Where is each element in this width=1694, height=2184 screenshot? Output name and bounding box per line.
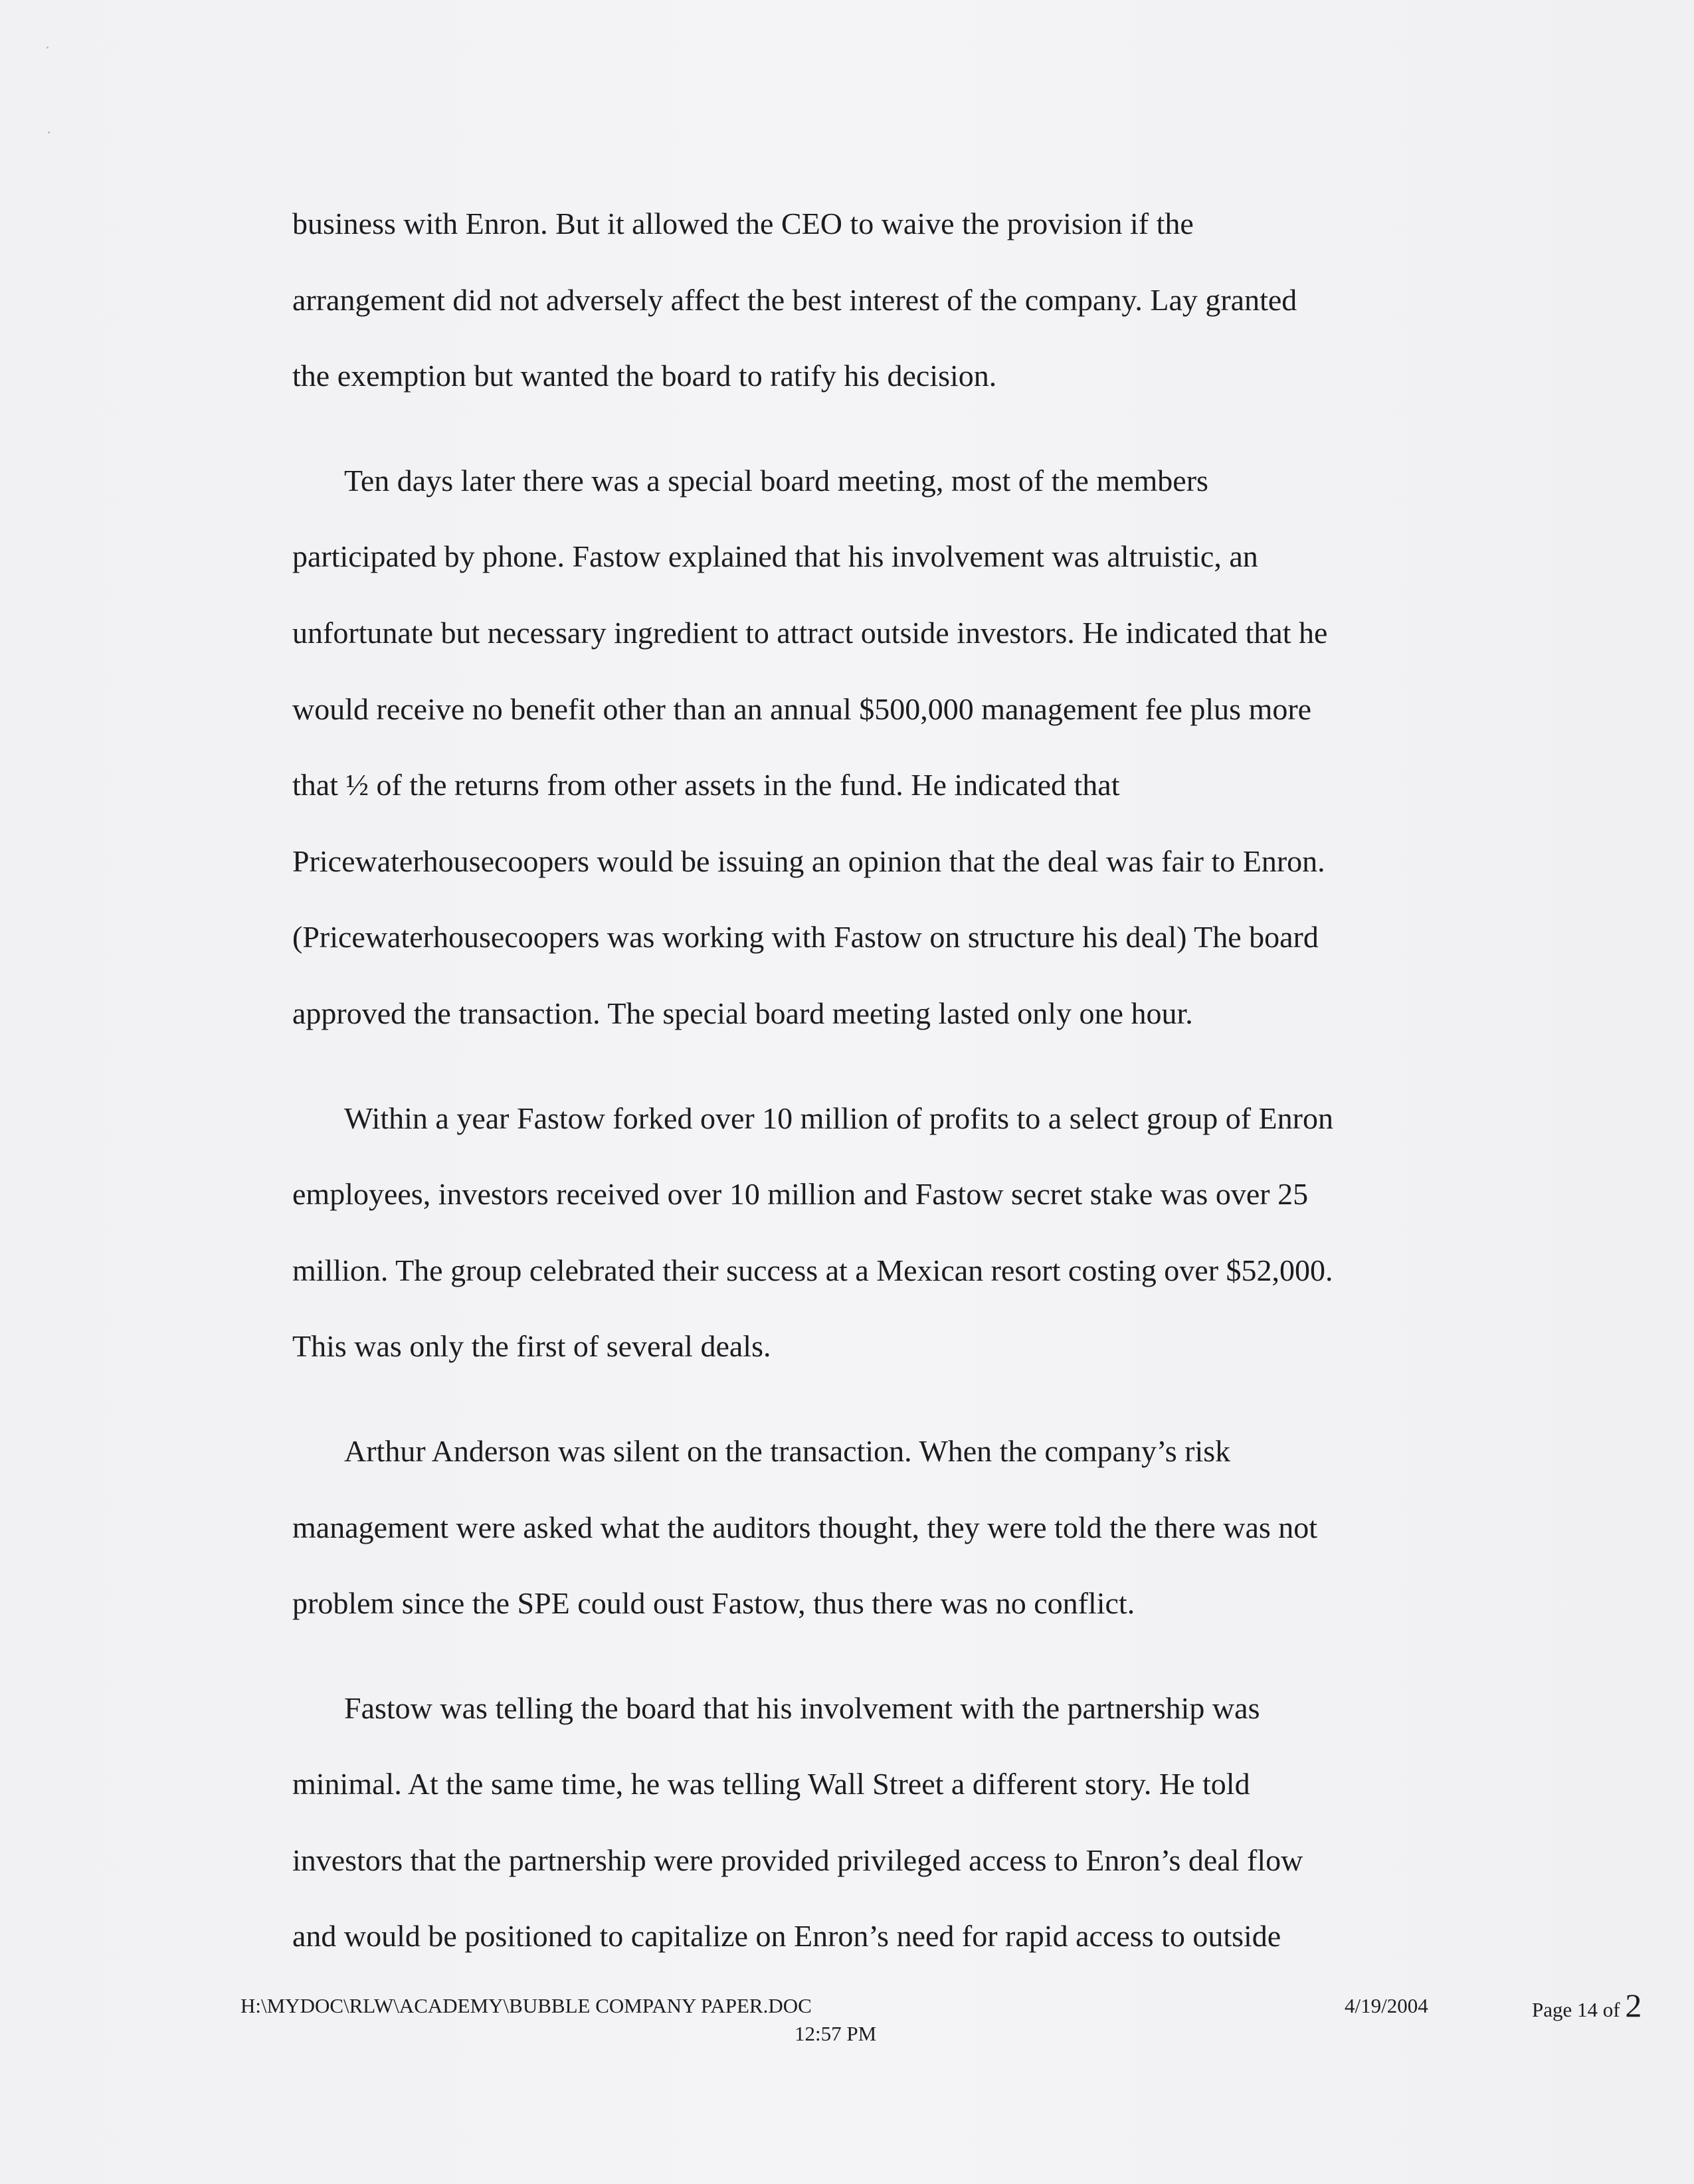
text-line: employees, investors received over 10 million and Fastow secret stake was over 25: [292, 1177, 1309, 1212]
text-line: business with Enron. But it allowed the CEO to waive the provision if the: [292, 207, 1194, 240]
paragraph-5: [292, 1671, 1435, 1975]
page-number-total: 2: [1625, 1987, 1642, 2024]
text-line: approved the transaction. The special board meeting lasted only one hour.: [292, 996, 1193, 1030]
paragraph-2: [292, 443, 1435, 1052]
paragraph-1: [292, 186, 1435, 414]
text-line: million. The group celebrated their success at a Mexican resort costing over $52,000.: [292, 1253, 1333, 1287]
paragraph-4: [292, 1413, 1435, 1642]
text-line: and would be positioned to capitalize on Enron’s need for rapid access to outside: [292, 1919, 1281, 1954]
footer-time: 12:57 PM: [795, 2022, 877, 2045]
text-line: that ½ of the returns from other assets in the fund. He indicated that: [292, 768, 1120, 802]
text-line: participated by phone. Fastow explained that his involvement was altruistic, an: [292, 539, 1258, 574]
text-line: the exemption but wanted the board to ratify his decision.: [292, 359, 997, 393]
text-line: minimal. At the same time, he was telling Wall Street a different story. He told: [292, 1767, 1250, 1801]
footer-file-path: H:\MYDOC\RLW\ACADEMY\BUBBLE COMPANY PAPER.DOC: [240, 1994, 812, 2017]
footer-page-number: [1532, 1986, 1642, 2025]
footer-date: 4/19/2004: [1345, 1994, 1428, 2017]
text-line: management were asked what the auditors thought, they were told the there was not: [292, 1510, 1318, 1544]
page-number-prefix: Page 14 of: [1532, 1998, 1620, 2021]
text-line: Ten days later there was a special board meeting, most of the members: [344, 463, 1208, 498]
text-line: (Pricewaterhousecoopers was working with Fastow on structure his deal) The board: [292, 920, 1319, 955]
text-line: Arthur Anderson was silent on the transaction. When the company’s risk: [344, 1433, 1231, 1468]
text-line: Within a year Fastow forked over 10 million of profits to a select group of Enron: [344, 1101, 1333, 1135]
text-line: Pricewaterhousecoopers would be issuing an opinion that the deal was fair to Enron.: [292, 844, 1325, 878]
text-line: investors that the partnership were provided privileged access to Enron’s deal flow: [292, 1843, 1303, 1877]
document-body: [292, 186, 1435, 1975]
paragraph-3: [292, 1081, 1435, 1385]
scan-speck: [47, 46, 48, 48]
text-line: arrangement did not adversely affect the best interest of the company. Lay granted: [292, 282, 1297, 317]
text-line: unfortunate but necessary ingredient to attract outside investors. He indicated that he: [292, 615, 1328, 650]
text-line: This was only the first of several deals.: [292, 1329, 771, 1364]
text-line: problem since the SPE could oust Fastow, thus there was no conflict.: [292, 1586, 1135, 1621]
text-line: would receive no benefit other than an annual $500,000 management fee plus more: [292, 691, 1312, 726]
text-line: Fastow was telling the board that his involvement with the partnership was: [344, 1690, 1260, 1725]
scan-speck: [48, 132, 50, 134]
